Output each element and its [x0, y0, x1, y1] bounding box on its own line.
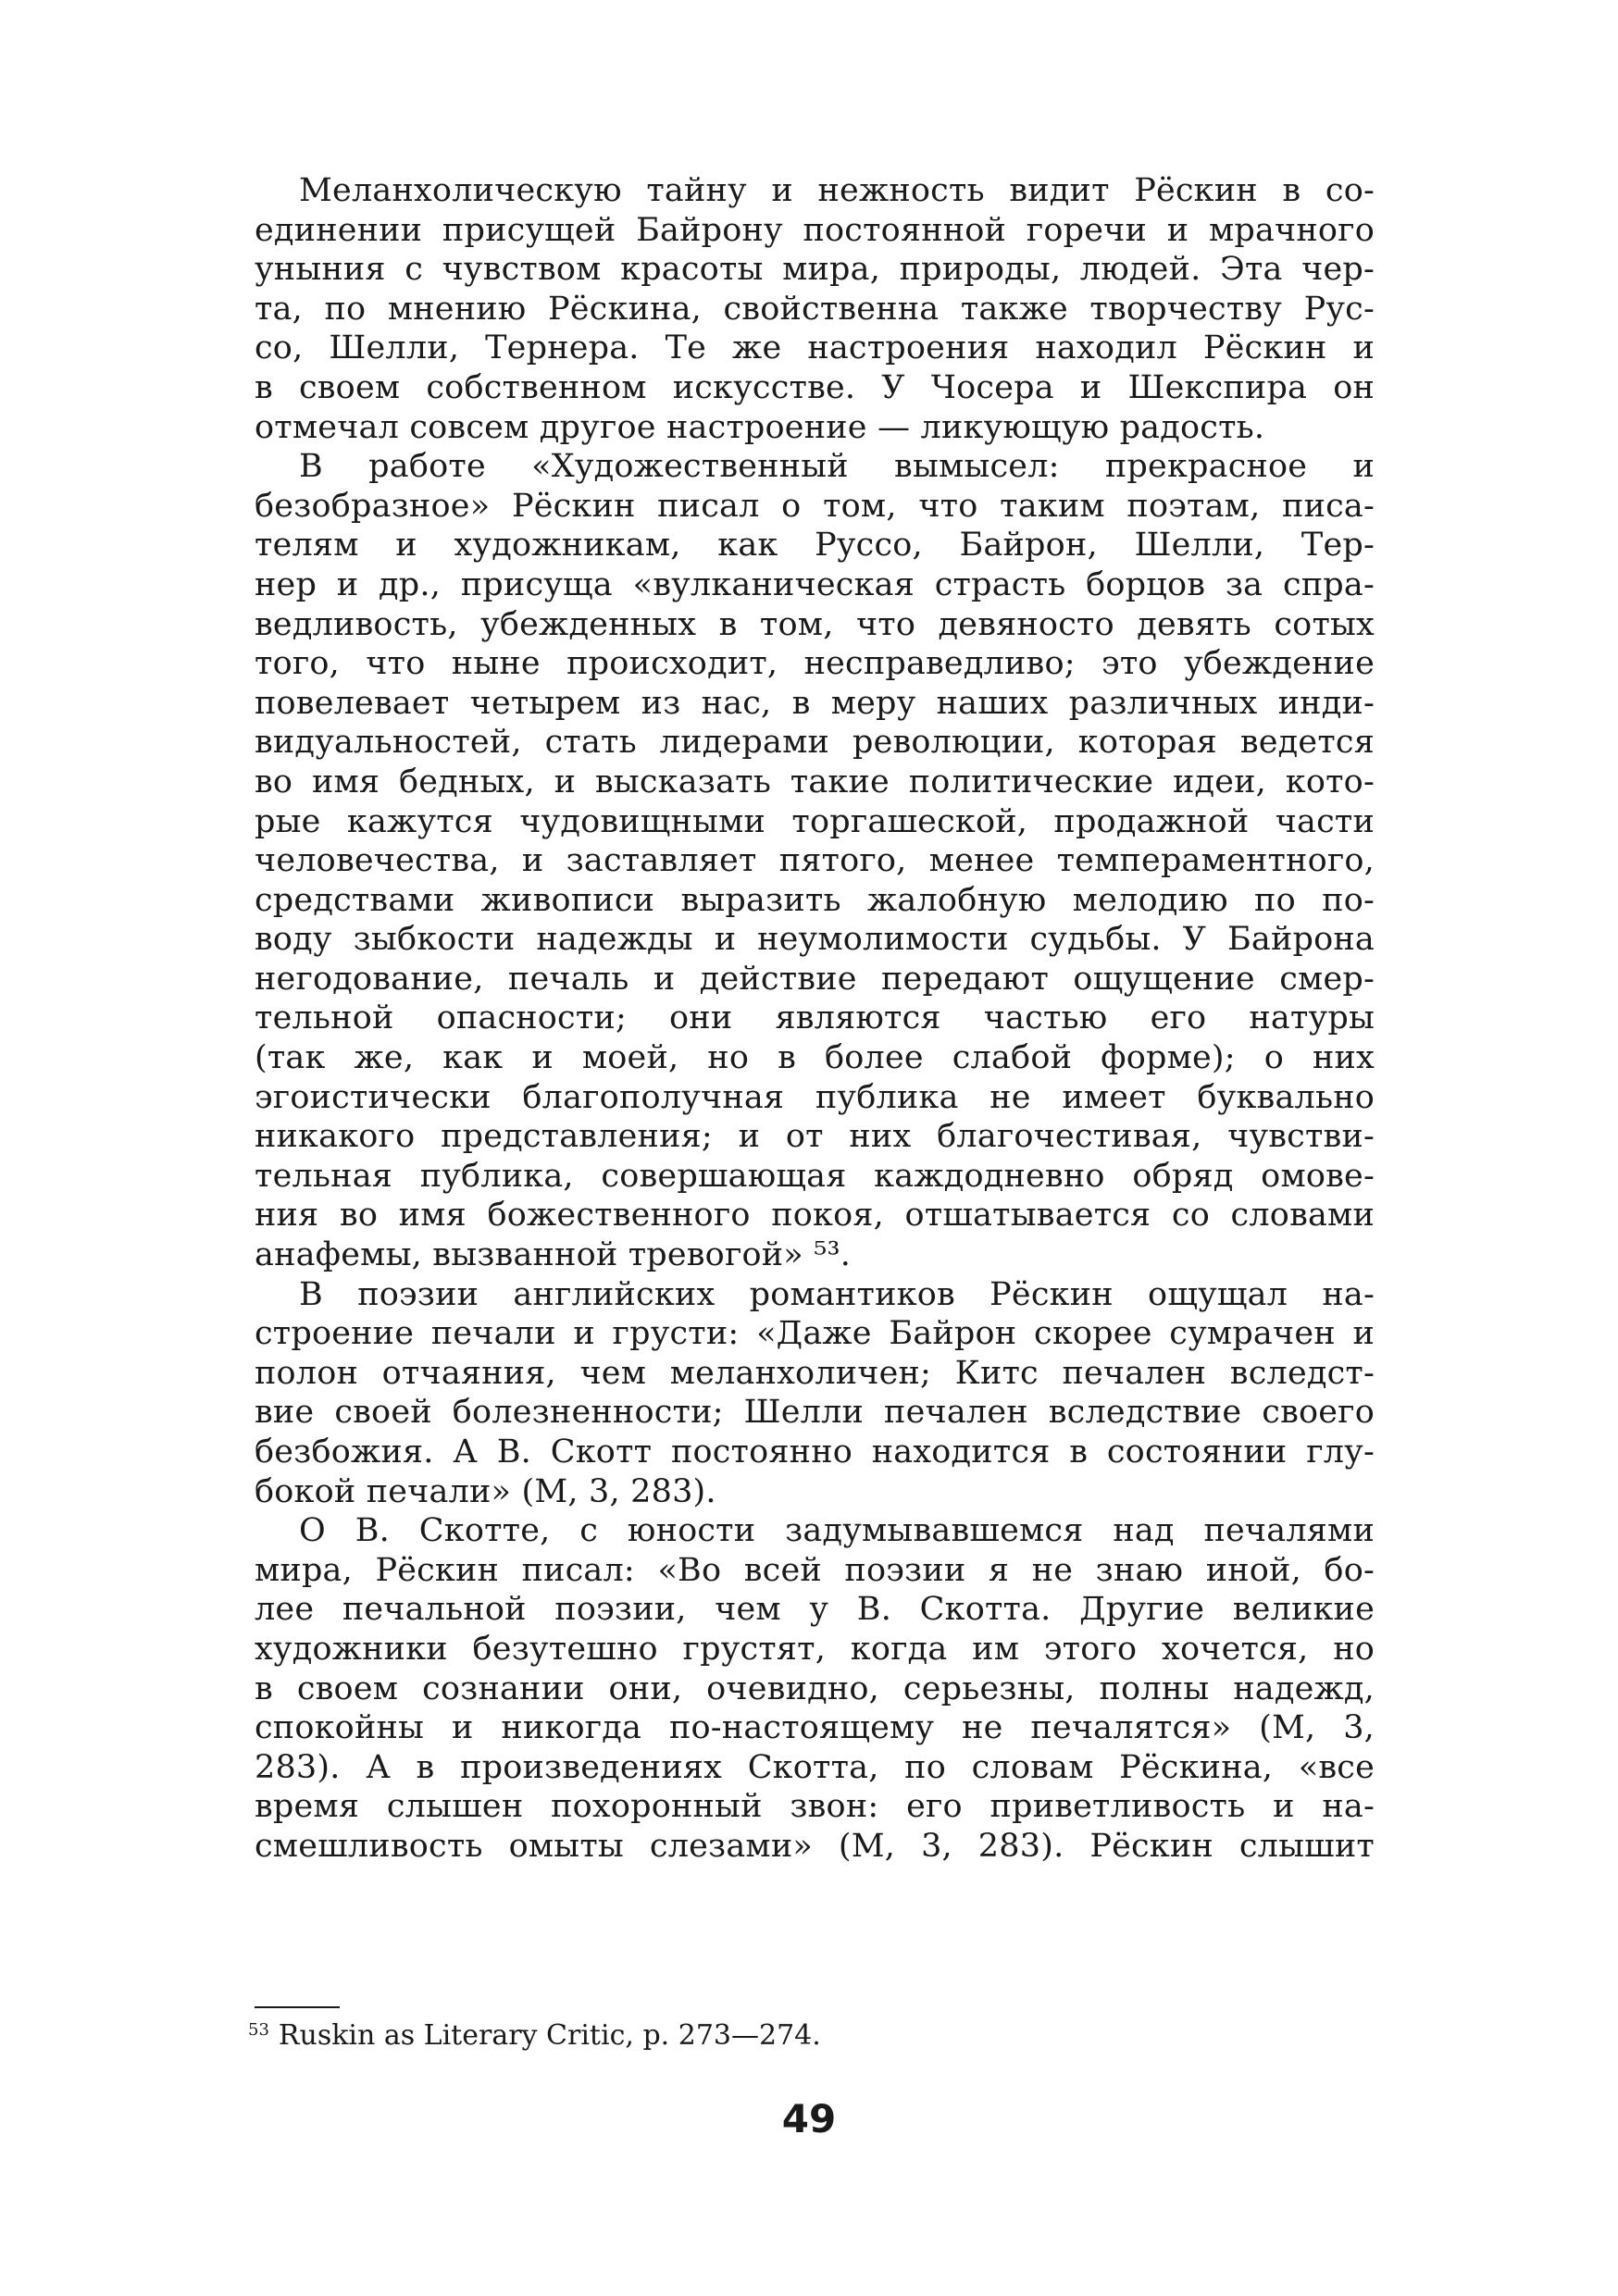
text-line: отмечал совсем другое настроение — ликующую радость.	[255, 408, 1265, 446]
text-line: телям и художникам, как Руссо, Байрон, Шелли, Тер-	[255, 527, 1375, 565]
text-line: ния во имя божественного покоя, отшатывается со словами	[255, 1197, 1375, 1235]
text-line: единении присущей Байрону постоянной горечи и мрачного	[255, 211, 1375, 249]
footnote-marker: 53	[248, 2020, 269, 2040]
text-line: строение печали и грусти: «Даже Байрон скорее сумрачен и	[255, 1315, 1375, 1353]
text-line: тельная публика, совершающая каждодневно обряд омове-	[255, 1157, 1375, 1195]
text-line: ведливость, убежденных в том, что девяносто девять сотых	[255, 605, 1375, 643]
text-line: того, что ныне происходит, несправедливо; это убеждение	[255, 645, 1375, 683]
text-line: тельной опасности; они являются частью его натуры	[255, 999, 1375, 1037]
text-line: повелевает четырем из нас, в меру наших различных инди-	[255, 684, 1375, 722]
text-line: художники безутешно грустят, когда им этого хочется, но	[255, 1630, 1375, 1668]
footnote-text: Ruskin as Literary Critic, p. 273—274.	[278, 2019, 821, 2052]
text-line: О В. Скотте, с юности задумывавшемся над печалями	[299, 1512, 1375, 1550]
text-line: воду зыбкости надежды и неумолимости судьбы. У Байрона	[255, 921, 1375, 959]
text-line: лее печальной поэзии, чем у В. Скотта. Другие великие	[255, 1591, 1375, 1629]
page-number: 49	[781, 2096, 837, 2141]
text-line: (так же, как и моей, но в более слабой форме); о них	[255, 1039, 1375, 1077]
body-text	[255, 171, 1375, 1867]
text-line: В работе «Художественный вымысел: прекрасное и	[299, 448, 1375, 486]
footnote-rule	[255, 2006, 340, 2008]
text-line: мира, Рёскин писал: «Во всей поэзии я не знаю иной, бо-	[255, 1551, 1375, 1589]
text-line: безобразное» Рёскин писал о том, что таким поэтам, писа-	[255, 487, 1375, 525]
footnote	[248, 2017, 1266, 2054]
text-line: средствами живописи выразить жалобную мелодию по по-	[255, 881, 1375, 919]
text-line: в своем собственном искусстве. У Чосера и Шекспира он	[255, 368, 1375, 406]
text-line: со, Шелли, Тернера. Те же настроения находил Рёскин и	[255, 329, 1375, 367]
text-line: В поэзии английских романтиков Рёскин ощущал на-	[299, 1275, 1375, 1313]
text-line: та, по мнению Рёскина, свойственна также творчеству Рус-	[255, 290, 1375, 328]
text-line: спокойны и никогда по-настоящему не печалятся» (М, 3,	[255, 1709, 1375, 1747]
text-line: время слышен похоронный звон: его приветливость и на-	[255, 1788, 1375, 1826]
text-line: полон отчаяния, чем меланхоличен; Китс печален вследст-	[255, 1354, 1375, 1392]
text-line: нер и др., присуща «вулканическая страсть борцов за спра-	[255, 565, 1375, 603]
text-line: безбожия. А В. Скотт постоянно находится в состоянии глу-	[255, 1433, 1375, 1471]
text-line: в своем сознании они, очевидно, серьезны, полны надежд,	[255, 1669, 1375, 1707]
text-line: во имя бедных, и высказать такие политические идеи, кото-	[255, 763, 1375, 800]
text-line: 283). А в произведениях Скотта, по словам Рёскина, «все	[255, 1748, 1375, 1786]
text-line: эгоистически благополучная публика не имеет буквально	[255, 1078, 1375, 1116]
text-line: уныния с чувством красоты мира, природы, людей. Эта чер-	[255, 251, 1375, 289]
text-line: Меланхолическую тайну и нежность видит Рёскин в со-	[299, 172, 1375, 209]
text-line: видуальностей, стать лидерами революции, которая ведется	[255, 724, 1375, 762]
text-line: вие своей болезненности; Шелли печален вследствие своего	[255, 1394, 1375, 1432]
text-line: человечества, и заставляет пятого, менее темпераментного,	[255, 842, 1375, 880]
text-line: негодование, печаль и действие передают ощущение смер-	[255, 960, 1375, 998]
text-line: бокой печали» (М, 3, 283).	[255, 1472, 716, 1510]
text-line: рые кажутся чудовищными торгашеской, продажной части	[255, 802, 1375, 840]
text-line: смешливость омыты слезами» (М, 3, 283). Рёскин слышит	[255, 1827, 1375, 1865]
text-line: анафемы, вызванной тревогой» ⁵³.	[255, 1236, 852, 1274]
text-line: никакого представления; и от них благочестивая, чувстви-	[255, 1118, 1375, 1156]
